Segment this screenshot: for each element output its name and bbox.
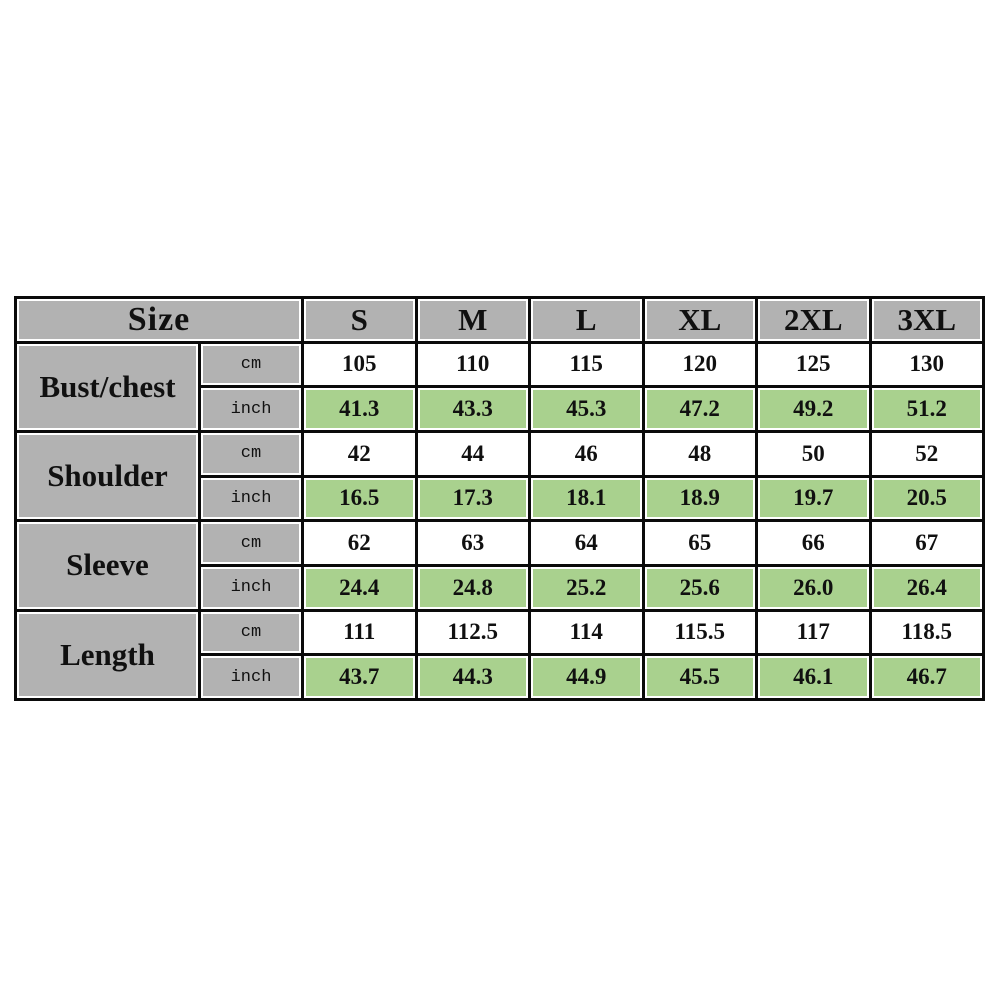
value-length-cm-xl [645,612,756,654]
value-sleeve-cm-3xl-text: 67 [874,524,981,562]
value-sleeve-cm-xl [645,522,756,564]
unit-label-inch-bust-chest [201,388,301,430]
value-bust-chest-cm-3xl [872,344,983,386]
unit-label-inch-length [201,656,301,698]
col-header-2xl-text: 2XL [760,301,867,339]
value-shoulder-inch-l [531,478,642,520]
value-sleeve-cm-2xl-text: 66 [760,524,867,562]
value-sleeve-cm-s [304,522,415,564]
size-chart-table [14,296,985,701]
value-bust-chest-cm-xl [645,344,756,386]
value-shoulder-cm-s-text: 42 [306,435,413,473]
value-length-inch-l-text: 44.9 [533,658,640,696]
value-bust-chest-cm-xl-text: 120 [647,346,754,384]
row-label-bust-chest-text: Bust/chest [19,346,196,428]
value-length-inch-xl [645,656,756,698]
value-bust-chest-inch-l-text: 45.3 [533,390,640,428]
value-sleeve-inch-m-text: 24.8 [420,569,527,607]
unit-label-inch-sleeve-text: inch [203,569,299,607]
col-header-3xl-text: 3XL [874,301,981,339]
value-length-inch-xl-text: 45.5 [647,658,754,696]
value-shoulder-inch-l-text: 18.1 [533,480,640,518]
value-shoulder-inch-xl [645,478,756,520]
value-shoulder-inch-2xl-text: 19.7 [760,480,867,518]
value-bust-chest-inch-2xl [758,388,869,430]
col-header-m-text: M [420,301,527,339]
value-shoulder-inch-xl-text: 18.9 [647,480,754,518]
value-sleeve-inch-l [531,567,642,609]
value-shoulder-cm-3xl [872,433,983,475]
value-bust-chest-inch-s-text: 41.3 [306,390,413,428]
unit-label-cm-length-text: cm [203,614,299,652]
value-shoulder-cm-3xl-text: 52 [874,435,981,473]
value-bust-chest-inch-2xl-text: 49.2 [760,390,867,428]
unit-label-inch-shoulder [201,478,301,520]
value-length-inch-2xl-text: 46.1 [760,658,867,696]
unit-label-cm-bust-chest [201,344,301,386]
unit-label-inch-length-text: inch [203,658,299,696]
value-sleeve-cm-3xl [872,522,983,564]
value-bust-chest-cm-2xl-text: 125 [760,346,867,384]
value-length-cm-2xl-text: 117 [760,614,867,652]
value-sleeve-inch-xl-text: 25.6 [647,569,754,607]
value-shoulder-cm-2xl [758,433,869,475]
col-header-l-text: L [533,301,640,339]
value-shoulder-cm-l [531,433,642,475]
unit-label-cm-length [201,612,301,654]
value-bust-chest-inch-3xl-text: 51.2 [874,390,981,428]
value-bust-chest-inch-xl [645,388,756,430]
value-bust-chest-cm-3xl-text: 130 [874,346,981,384]
value-length-inch-m [418,656,529,698]
row-label-length [17,612,198,698]
value-shoulder-inch-m-text: 17.3 [420,480,527,518]
value-shoulder-cm-m-text: 44 [420,435,527,473]
unit-label-cm-shoulder [201,433,301,475]
value-sleeve-inch-l-text: 25.2 [533,569,640,607]
value-sleeve-inch-m [418,567,529,609]
value-bust-chest-cm-l-text: 115 [533,346,640,384]
size-title-cell [17,299,301,341]
col-header-s [304,299,415,341]
unit-label-inch-bust-chest-text: inch [203,390,299,428]
unit-label-cm-bust-chest-text: cm [203,346,299,384]
col-header-s-text: S [306,301,413,339]
value-length-inch-s [304,656,415,698]
col-header-3xl [872,299,983,341]
unit-label-cm-sleeve [201,522,301,564]
value-shoulder-cm-m [418,433,529,475]
value-shoulder-cm-s [304,433,415,475]
value-bust-chest-inch-3xl [872,388,983,430]
value-sleeve-inch-s-text: 24.4 [306,569,413,607]
value-length-cm-s [304,612,415,654]
value-sleeve-inch-s [304,567,415,609]
value-shoulder-cm-2xl-text: 50 [760,435,867,473]
value-bust-chest-inch-xl-text: 47.2 [647,390,754,428]
unit-label-inch-sleeve [201,567,301,609]
value-length-cm-l-text: 114 [533,614,640,652]
value-length-cm-3xl [872,612,983,654]
value-sleeve-inch-2xl [758,567,869,609]
value-sleeve-inch-3xl [872,567,983,609]
value-bust-chest-cm-m [418,344,529,386]
value-shoulder-cm-xl-text: 48 [647,435,754,473]
value-sleeve-cm-2xl [758,522,869,564]
value-length-cm-3xl-text: 118.5 [874,614,981,652]
value-shoulder-inch-m [418,478,529,520]
value-length-cm-m-text: 112.5 [420,614,527,652]
value-bust-chest-cm-s-text: 105 [306,346,413,384]
value-bust-chest-cm-s [304,344,415,386]
value-length-inch-2xl [758,656,869,698]
col-header-xl [645,299,756,341]
row-label-sleeve-text: Sleeve [19,524,196,606]
value-sleeve-inch-3xl-text: 26.4 [874,569,981,607]
value-length-cm-s-text: 111 [306,614,413,652]
value-length-inch-m-text: 44.3 [420,658,527,696]
row-label-shoulder [17,433,198,519]
value-length-inch-3xl-text: 46.7 [874,658,981,696]
value-shoulder-inch-s-text: 16.5 [306,480,413,518]
col-header-m [418,299,529,341]
value-bust-chest-cm-2xl [758,344,869,386]
value-bust-chest-inch-m-text: 43.3 [420,390,527,428]
unit-label-cm-shoulder-text: cm [203,435,299,473]
value-shoulder-inch-3xl [872,478,983,520]
row-label-shoulder-text: Shoulder [19,435,196,517]
value-sleeve-cm-s-text: 62 [306,524,413,562]
value-sleeve-cm-m [418,522,529,564]
value-bust-chest-cm-l [531,344,642,386]
value-shoulder-cm-xl [645,433,756,475]
row-label-bust-chest [17,344,198,430]
value-sleeve-cm-l [531,522,642,564]
col-header-2xl [758,299,869,341]
value-length-cm-xl-text: 115.5 [647,614,754,652]
value-sleeve-inch-xl [645,567,756,609]
value-length-cm-l [531,612,642,654]
size-title-cell-text: Size [19,301,299,339]
value-length-inch-l [531,656,642,698]
unit-label-inch-shoulder-text: inch [203,480,299,518]
value-bust-chest-cm-m-text: 110 [420,346,527,384]
row-label-sleeve [17,522,198,608]
value-sleeve-inch-2xl-text: 26.0 [760,569,867,607]
value-sleeve-cm-m-text: 63 [420,524,527,562]
value-length-cm-2xl [758,612,869,654]
unit-label-cm-sleeve-text: cm [203,524,299,562]
col-header-l [531,299,642,341]
row-label-length-text: Length [19,614,196,696]
col-header-xl-text: XL [647,301,754,339]
value-length-cm-m [418,612,529,654]
value-shoulder-inch-3xl-text: 20.5 [874,480,981,518]
value-bust-chest-inch-s [304,388,415,430]
value-sleeve-cm-xl-text: 65 [647,524,754,562]
value-length-inch-3xl [872,656,983,698]
value-sleeve-cm-l-text: 64 [533,524,640,562]
value-shoulder-inch-2xl [758,478,869,520]
value-shoulder-inch-s [304,478,415,520]
value-shoulder-cm-l-text: 46 [533,435,640,473]
value-bust-chest-inch-m [418,388,529,430]
value-length-inch-s-text: 43.7 [306,658,413,696]
value-bust-chest-inch-l [531,388,642,430]
